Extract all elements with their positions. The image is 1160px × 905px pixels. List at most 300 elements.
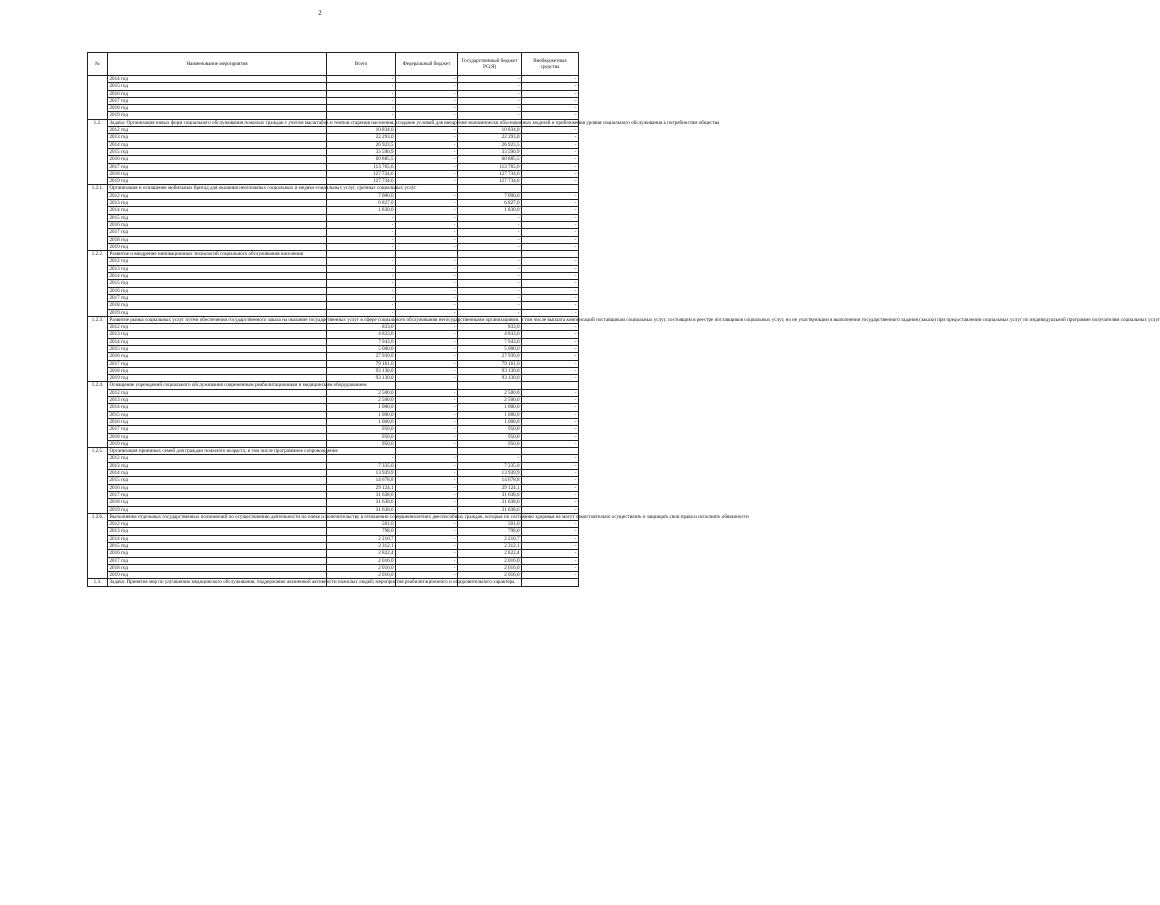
table-row (88, 273, 579, 280)
extra-cell: - (522, 243, 579, 250)
table-row (88, 491, 579, 498)
federal-cell: - (396, 528, 458, 535)
table-row (88, 528, 579, 535)
extra-cell: - (522, 389, 579, 396)
extra-cell: - (522, 470, 579, 477)
table-row (88, 90, 579, 97)
state-cell: 2 500,0 (458, 397, 522, 404)
header-extra: Внебюджетные средства (522, 53, 579, 76)
extra-cell: - (522, 221, 579, 228)
year-cell: 2014 год (108, 76, 327, 83)
total-cell: 127 734,6 (327, 178, 396, 185)
year-cell: 2012 год (108, 455, 327, 462)
state-cell: - (458, 221, 522, 228)
table-row (88, 258, 579, 265)
total-cell: - (327, 273, 396, 280)
state-cell: 31 638,6 (458, 491, 522, 498)
section-title: Развитие рынка социальных услуг путем обеспечения государственного заказа на оказание государственных услуг в сфере социального обслуживания негосударственными организациями, в том числе выплата компенсаций поставщикам социальных услуг, состоящим в реестре поставщиков социальных услуг, но не участвующим в выполнении государственного задания (заказа) при предоставлении социальных услуг по индивидуальной программе получателям социальных услуг (109, 316, 1160, 323)
year-cell: 2016 год (108, 156, 327, 163)
year-cell: 2012 год (108, 127, 327, 134)
federal-cell: - (396, 156, 458, 163)
table-row (88, 411, 579, 418)
state-cell: 2 016,0 (458, 572, 522, 579)
extra-cell: - (522, 550, 579, 557)
state-cell: - (458, 236, 522, 243)
total-cell: 501,0 (327, 521, 396, 528)
federal-cell: - (396, 572, 458, 579)
extra-cell: - (522, 324, 579, 331)
federal-cell: - (396, 90, 458, 97)
total-cell: - (327, 243, 396, 250)
extra-cell: - (522, 192, 579, 199)
total-cell: 7 000,0 (327, 192, 396, 199)
section-number: 1.2.1. (88, 185, 108, 251)
year-cell: 2018 год (108, 105, 327, 112)
table-row (88, 105, 579, 112)
state-cell: 127 734,6 (458, 178, 522, 185)
year-cell: 2017 год (108, 163, 327, 170)
state-cell: - (458, 83, 522, 90)
state-cell: 113 765,6 (458, 163, 522, 170)
extra-cell: - (522, 178, 579, 185)
total-cell: 4 833,0 (327, 331, 396, 338)
year-cell: 2012 год (108, 324, 327, 331)
section-title-row (88, 316, 579, 323)
extra-cell: - (522, 455, 579, 462)
section-title-row (88, 382, 579, 389)
extra-cell: - (522, 207, 579, 214)
table-row (88, 440, 579, 447)
total-cell: 2 016,0 (327, 572, 396, 579)
total-cell: 113 765,6 (327, 163, 396, 170)
empty-cell (396, 448, 458, 455)
federal-cell: - (396, 236, 458, 243)
section-number: 1.2. (88, 119, 108, 185)
table-row (88, 564, 579, 571)
extra-cell: - (522, 294, 579, 301)
empty-cell (458, 382, 522, 389)
state-cell: - (458, 455, 522, 462)
federal-cell: - (396, 170, 458, 177)
table-row (88, 367, 579, 374)
extra-cell: - (522, 440, 579, 447)
year-cell: 2013 год (108, 462, 327, 469)
extra-cell: - (522, 543, 579, 550)
state-cell: 1 000,0 (458, 411, 522, 418)
state-cell: 1 000,0 (458, 404, 522, 411)
federal-cell: - (396, 243, 458, 250)
page-number: 2 (318, 9, 322, 17)
federal-cell: - (396, 484, 458, 491)
federal-cell: - (396, 440, 458, 447)
section-number (88, 76, 108, 120)
year-cell: 2019 год (108, 572, 327, 579)
empty-cell (522, 251, 579, 258)
year-cell: 2016 год (108, 484, 327, 491)
table-row (88, 375, 579, 382)
table-row (88, 280, 579, 287)
extra-cell: - (522, 367, 579, 374)
state-cell: 2 500,0 (458, 389, 522, 396)
federal-cell: - (396, 491, 458, 498)
section-title: Оснащение учреждений социального обслуживания современным реабилитационным и медицинским оборудованием (109, 382, 367, 389)
federal-cell: - (396, 200, 458, 207)
federal-cell: - (396, 535, 458, 542)
extra-cell: - (522, 338, 579, 345)
year-cell: 2018 год (108, 236, 327, 243)
section-number: 1.3. (88, 579, 108, 586)
total-cell: - (327, 83, 396, 90)
table-row (88, 302, 579, 309)
extra-cell: - (522, 521, 579, 528)
total-cell: 1 000,0 (327, 418, 396, 425)
total-cell: 2 210,7 (327, 535, 396, 542)
federal-cell: - (396, 273, 458, 280)
extra-cell: - (522, 127, 579, 134)
total-cell: 950,0 (327, 426, 396, 433)
federal-cell: - (396, 214, 458, 221)
state-cell: - (458, 273, 522, 280)
year-cell: 2012 год (108, 389, 327, 396)
extra-cell: - (522, 535, 579, 542)
state-cell: - (458, 309, 522, 316)
total-cell: 2 016,0 (327, 564, 396, 571)
table-row (88, 76, 579, 83)
total-cell: 27 939,0 (327, 353, 396, 360)
table-row (88, 265, 579, 272)
year-cell: 2019 год (108, 112, 327, 119)
state-cell: - (458, 112, 522, 119)
federal-cell: - (396, 221, 458, 228)
federal-cell: - (396, 564, 458, 571)
total-cell: 798,0 (327, 528, 396, 535)
total-cell: - (327, 287, 396, 294)
table-row (88, 418, 579, 425)
year-cell: 2014 год (108, 273, 327, 280)
year-cell: 2016 год (108, 353, 327, 360)
extra-cell: - (522, 309, 579, 316)
state-cell: - (458, 302, 522, 309)
federal-cell: - (396, 163, 458, 170)
total-cell: 93 130,0 (327, 375, 396, 382)
extra-cell: - (522, 360, 579, 367)
federal-cell: - (396, 97, 458, 104)
federal-cell: - (396, 506, 458, 513)
federal-cell: - (396, 499, 458, 506)
year-cell: 2014 год (108, 404, 327, 411)
extra-cell: - (522, 273, 579, 280)
year-cell: 2015 год (108, 345, 327, 352)
table-row (88, 148, 579, 155)
year-cell: 2015 год (108, 148, 327, 155)
year-cell: 2012 год (108, 192, 327, 199)
total-cell: 79 161,0 (327, 360, 396, 367)
section-title-row (88, 579, 579, 586)
extra-cell: - (522, 83, 579, 90)
total-cell: - (327, 280, 396, 287)
total-cell: - (327, 76, 396, 83)
extra-cell: - (522, 229, 579, 236)
table-row (88, 572, 579, 579)
extra-cell: - (522, 506, 579, 513)
total-cell: 1 000,0 (327, 404, 396, 411)
state-cell: - (458, 258, 522, 265)
empty-cell (458, 185, 522, 192)
empty-cell (458, 448, 522, 455)
extra-cell: - (522, 200, 579, 207)
total-cell: 833,0 (327, 324, 396, 331)
year-cell: 2014 год (108, 338, 327, 345)
state-cell: - (458, 287, 522, 294)
extra-cell: - (522, 491, 579, 498)
extra-cell: - (522, 148, 579, 155)
extra-cell: - (522, 163, 579, 170)
state-cell: - (458, 97, 522, 104)
year-cell: 2015 год (108, 83, 327, 90)
header-state: Государственный бюджет РС(Я) (458, 53, 522, 76)
total-cell: 2 500,0 (327, 389, 396, 396)
section-title: Развитие и внедрение инновационных технологий социального обслуживания населения (108, 251, 327, 258)
federal-cell: - (396, 192, 458, 199)
state-cell: 29 124,1 (458, 484, 522, 491)
state-cell: 950,0 (458, 426, 522, 433)
federal-cell: - (396, 76, 458, 83)
federal-cell: - (396, 141, 458, 148)
year-cell: 2016 год (108, 90, 327, 97)
extra-cell: - (522, 462, 579, 469)
state-cell: 950,0 (458, 433, 522, 440)
table-row (88, 127, 579, 134)
federal-cell: - (396, 127, 458, 134)
total-cell: 14 678,8 (327, 477, 396, 484)
federal-cell: - (396, 367, 458, 374)
total-cell: 127 734,6 (327, 170, 396, 177)
table-row (88, 521, 579, 528)
extra-cell: - (522, 97, 579, 104)
table-row (88, 141, 579, 148)
state-cell: 7 000,0 (458, 192, 522, 199)
extra-cell: - (522, 557, 579, 564)
federal-cell: - (396, 557, 458, 564)
extra-cell: - (522, 397, 579, 404)
total-cell: - (327, 236, 396, 243)
year-cell: 2016 год (108, 287, 327, 294)
extra-cell: - (522, 528, 579, 535)
state-cell: 27 939,0 (458, 353, 522, 360)
table-row (88, 112, 579, 119)
table-header-row (88, 53, 579, 76)
header-name: Наименование мероприятия (108, 53, 327, 76)
table-row (88, 360, 579, 367)
table-row (88, 243, 579, 250)
year-cell: 2017 год (108, 557, 327, 564)
state-cell: 1 830,0 (458, 207, 522, 214)
extra-cell: - (522, 287, 579, 294)
extra-cell: - (522, 345, 579, 352)
state-cell: - (458, 90, 522, 97)
table-row (88, 309, 579, 316)
table-row (88, 462, 579, 469)
state-cell: 2 210,7 (458, 535, 522, 542)
federal-cell: - (396, 397, 458, 404)
table-row (88, 338, 579, 345)
year-cell: 2013 год (108, 265, 327, 272)
total-cell: 5 000,0 (327, 345, 396, 352)
table-row (88, 535, 579, 542)
year-cell: 2017 год (108, 491, 327, 498)
federal-cell: - (396, 521, 458, 528)
year-cell: 2015 год (108, 280, 327, 287)
table-row (88, 163, 579, 170)
state-cell: 7 335,0 (458, 462, 522, 469)
year-cell: 2017 год (108, 294, 327, 301)
table-row (88, 557, 579, 564)
year-cell: 2014 год (108, 535, 327, 542)
table-row (88, 353, 579, 360)
state-cell: 2 016,0 (458, 564, 522, 571)
state-cell: 79 161,0 (458, 360, 522, 367)
federal-cell: - (396, 309, 458, 316)
year-cell: 2017 год (108, 360, 327, 367)
extra-cell: - (522, 76, 579, 83)
total-cell: 31 638,6 (327, 506, 396, 513)
table-row (88, 433, 579, 440)
year-cell: 2018 год (108, 367, 327, 374)
year-cell: 2016 год (108, 418, 327, 425)
federal-cell: - (396, 404, 458, 411)
table-row (88, 506, 579, 513)
extra-cell: - (522, 90, 579, 97)
total-cell: 31 638,6 (327, 499, 396, 506)
total-cell: 13 939,9 (327, 470, 396, 477)
year-cell: 2013 год (108, 331, 327, 338)
total-cell: 26 923,5 (327, 141, 396, 148)
total-cell: 22 293,0 (327, 134, 396, 141)
section-title: Задача: Принятие мер по улучшению медицинского обслуживания, поддержание жизненной активности пожилых людей; мероприятия реабилитационного и оздоровительного характера (109, 579, 515, 586)
extra-cell: - (522, 265, 579, 272)
table-row (88, 83, 579, 90)
state-cell: - (458, 105, 522, 112)
table-row (88, 550, 579, 557)
year-cell: 2019 год (108, 375, 327, 382)
year-cell: 2013 год (108, 528, 327, 535)
table-row (88, 324, 579, 331)
state-cell: 501,0 (458, 521, 522, 528)
section-title-row (88, 119, 579, 126)
federal-cell: - (396, 543, 458, 550)
federal-cell: - (396, 550, 458, 557)
state-cell: 60 885,5 (458, 156, 522, 163)
federal-cell: - (396, 470, 458, 477)
extra-cell: - (522, 331, 579, 338)
total-cell: 31 638,6 (327, 491, 396, 498)
state-cell: 31 638,6 (458, 506, 522, 513)
total-cell: - (327, 90, 396, 97)
extra-cell: - (522, 258, 579, 265)
state-cell: 33 590,9 (458, 148, 522, 155)
federal-cell: - (396, 324, 458, 331)
section-number: 1.2.2. (88, 251, 108, 317)
section-number: 1.2.4. (88, 382, 108, 448)
year-cell: 2013 год (108, 397, 327, 404)
federal-cell: - (396, 433, 458, 440)
federal-cell: - (396, 134, 458, 141)
federal-cell: - (396, 375, 458, 382)
extra-cell: - (522, 280, 579, 287)
header-total: Всего (327, 53, 396, 76)
total-cell: 7 335,0 (327, 462, 396, 469)
total-cell: - (327, 302, 396, 309)
federal-cell: - (396, 477, 458, 484)
table-row (88, 156, 579, 163)
state-cell: - (458, 214, 522, 221)
table-row (88, 331, 579, 338)
extra-cell: - (522, 353, 579, 360)
state-cell: 93 130,0 (458, 367, 522, 374)
year-cell: 2016 год (108, 550, 327, 557)
header-federal: Федеральный бюджет (396, 53, 458, 76)
total-cell: 10 834,0 (327, 127, 396, 134)
year-cell: 2013 год (108, 200, 327, 207)
state-cell: - (458, 229, 522, 236)
year-cell: 2014 год (108, 470, 327, 477)
federal-cell: - (396, 83, 458, 90)
section-title: Организация и оснащение мобильных бригад для оказания неотложных социальных и медико-социальных услуг, срочных социальных услуг (109, 185, 417, 192)
extra-cell: - (522, 105, 579, 112)
section-title-row (88, 185, 579, 192)
year-cell: 2012 год (108, 258, 327, 265)
section-number: 1.2.3. (88, 316, 108, 382)
total-cell: - (327, 258, 396, 265)
federal-cell: - (396, 280, 458, 287)
total-cell: - (327, 221, 396, 228)
extra-cell: - (522, 375, 579, 382)
extra-cell: - (522, 156, 579, 163)
extra-cell: - (522, 564, 579, 571)
federal-cell: - (396, 331, 458, 338)
federal-cell: - (396, 258, 458, 265)
empty-cell (396, 382, 458, 389)
year-cell: 2014 год (108, 207, 327, 214)
extra-cell: - (522, 418, 579, 425)
table-row (88, 345, 579, 352)
state-cell: 1 000,0 (458, 418, 522, 425)
total-cell: - (327, 112, 396, 119)
extra-cell: - (522, 112, 579, 119)
federal-cell: - (396, 360, 458, 367)
year-cell: 2013 год (108, 134, 327, 141)
state-cell: - (458, 243, 522, 250)
table-row (88, 499, 579, 506)
state-cell: 2 822,4 (458, 550, 522, 557)
federal-cell: - (396, 294, 458, 301)
year-cell: 2016 год (108, 221, 327, 228)
state-cell: 13 939,9 (458, 470, 522, 477)
state-cell: - (458, 294, 522, 301)
table-row (88, 207, 579, 214)
extra-cell: - (522, 214, 579, 221)
total-cell: 2 312,1 (327, 543, 396, 550)
empty-cell (522, 185, 579, 192)
federal-cell: - (396, 178, 458, 185)
empty-cell (522, 382, 579, 389)
table-row (88, 397, 579, 404)
total-cell: 1 830,0 (327, 207, 396, 214)
federal-cell: - (396, 338, 458, 345)
year-cell: 2014 год (108, 141, 327, 148)
total-cell: 29 124,1 (327, 484, 396, 491)
program-budget-table (87, 52, 1160, 587)
